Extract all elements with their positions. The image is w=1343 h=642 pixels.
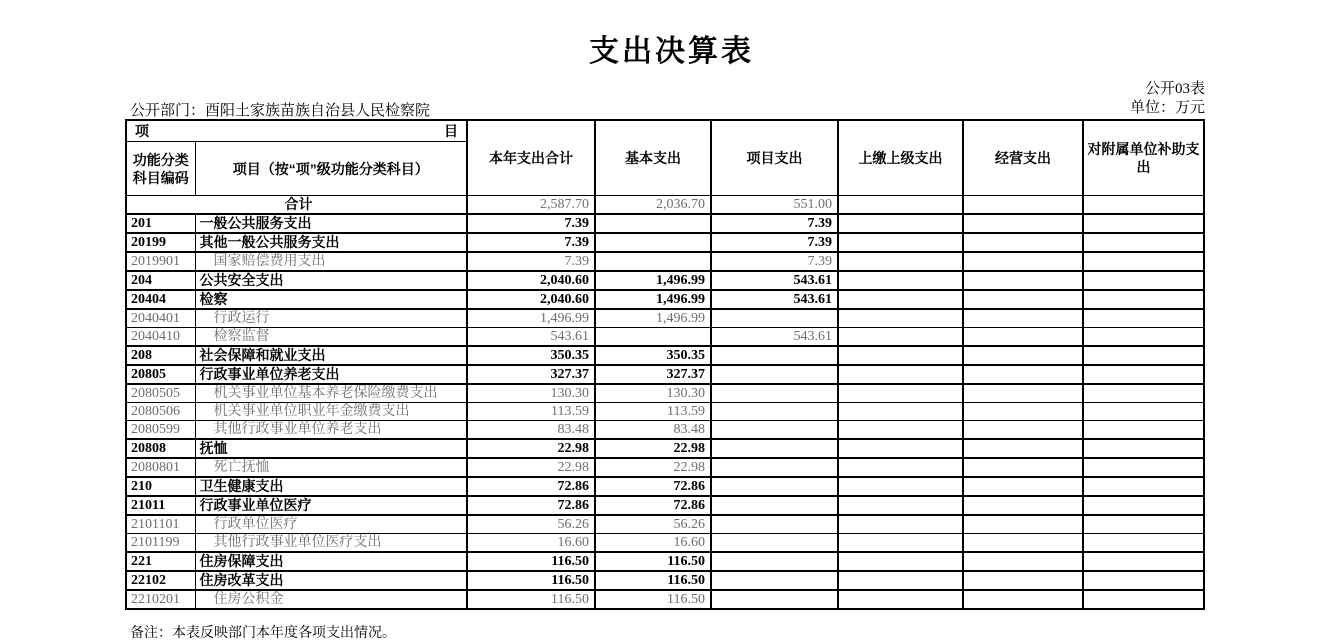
cell-total-expenditure: 7.39 (467, 252, 595, 271)
cell-upward-remittance (838, 552, 963, 571)
cell-subsidy-to-affiliates (1083, 477, 1204, 496)
row-name: 社会保障和就业支出 (195, 346, 467, 365)
cell-subsidy-to-affiliates (1083, 571, 1204, 590)
row-name: 行政单位医疗 (195, 515, 467, 534)
cell-basic-expenditure: 22.98 (595, 458, 711, 477)
row-name: 死亡抚恤 (195, 458, 467, 477)
row-name: 住房保障支出 (195, 552, 467, 571)
cell-project-expenditure (711, 365, 838, 384)
cell-project-expenditure (711, 421, 838, 440)
table-body (126, 196, 1204, 610)
table-row (126, 328, 1204, 347)
cell-upward-remittance (838, 252, 963, 271)
cell-upward-remittance (838, 309, 963, 328)
table-row (126, 477, 1204, 496)
row-code: 20199 (126, 233, 195, 252)
row-name: 其他行政事业单位养老支出 (195, 421, 467, 440)
row-code: 2040401 (126, 309, 195, 328)
cell-project-expenditure (711, 590, 838, 609)
cell-subsidy-to-affiliates (1083, 458, 1204, 477)
table-code-label: 公开03表 (1144, 81, 1205, 97)
cell-operating-expenditure (963, 534, 1083, 553)
cell-subsidy-to-affiliates (1083, 196, 1204, 215)
cell-upward-remittance (838, 496, 963, 515)
cell-subsidy-to-affiliates (1083, 403, 1204, 421)
row-name: 合计 (126, 196, 467, 215)
cell-subsidy-to-affiliates (1083, 328, 1204, 347)
table-row (126, 590, 1204, 609)
row-name: 一般公共服务支出 (195, 214, 467, 233)
cell-basic-expenditure (595, 214, 711, 233)
cell-subsidy-to-affiliates (1083, 421, 1204, 440)
row-code: 2080506 (126, 403, 195, 421)
row-name: 抚恤 (195, 439, 467, 458)
cell-project-expenditure (711, 439, 838, 458)
cell-project-expenditure: 7.39 (711, 233, 838, 252)
row-name: 检察监督 (195, 328, 467, 347)
cell-project-expenditure (711, 346, 838, 365)
cell-upward-remittance (838, 384, 963, 403)
cell-basic-expenditure: 130.30 (595, 384, 711, 403)
cell-basic-expenditure (595, 252, 711, 271)
cell-total-expenditure: 2,040.60 (467, 271, 595, 290)
table-row (126, 403, 1204, 421)
cell-total-expenditure: 2,587.70 (467, 196, 595, 215)
table-row (126, 346, 1204, 365)
cell-operating-expenditure (963, 290, 1083, 309)
department-label: 公开部门：酉阳土家族苗族自治县人民检察院 (130, 103, 431, 119)
cell-operating-expenditure (963, 477, 1083, 496)
row-code: 2101101 (126, 515, 195, 534)
page-title: 支出决算表 (589, 35, 754, 68)
cell-upward-remittance (838, 346, 963, 365)
cell-upward-remittance (838, 534, 963, 553)
cell-subsidy-to-affiliates (1083, 552, 1204, 571)
row-name: 机关事业单位基本养老保险缴费支出 (195, 384, 467, 403)
table-row (126, 534, 1204, 553)
cell-operating-expenditure (963, 439, 1083, 458)
row-name: 机关事业单位职业年金缴费支出 (195, 403, 467, 421)
cell-subsidy-to-affiliates (1083, 515, 1204, 534)
header-operating-expenditure: 经营支出 (963, 120, 1083, 196)
table-row (126, 365, 1204, 384)
cell-total-expenditure: 1,496.99 (467, 309, 595, 328)
cell-total-expenditure: 56.26 (467, 515, 595, 534)
cell-total-expenditure: 72.86 (467, 496, 595, 515)
cell-operating-expenditure (963, 365, 1083, 384)
header-item-group (126, 120, 467, 142)
cell-basic-expenditure: 16.60 (595, 534, 711, 553)
cell-project-expenditure: 551.00 (711, 196, 838, 215)
row-code: 2210201 (126, 590, 195, 609)
cell-upward-remittance (838, 328, 963, 347)
footnote: 备注：本表反映部门本年度各项支出情况。 (130, 626, 396, 641)
header-function-code: 功能分类科目编码 (126, 142, 195, 196)
table-row (126, 196, 1204, 215)
cell-upward-remittance (838, 421, 963, 440)
cell-basic-expenditure (595, 328, 711, 347)
cell-basic-expenditure: 72.86 (595, 496, 711, 515)
cell-upward-remittance (838, 571, 963, 590)
cell-upward-remittance (838, 365, 963, 384)
cell-subsidy-to-affiliates (1083, 534, 1204, 553)
table-row (126, 252, 1204, 271)
row-code: 2080599 (126, 421, 195, 440)
row-code: 20808 (126, 439, 195, 458)
cell-upward-remittance (838, 196, 963, 215)
cell-basic-expenditure: 327.37 (595, 365, 711, 384)
cell-operating-expenditure (963, 252, 1083, 271)
cell-operating-expenditure (963, 346, 1083, 365)
cell-total-expenditure: 22.98 (467, 458, 595, 477)
cell-subsidy-to-affiliates (1083, 365, 1204, 384)
cell-total-expenditure: 16.60 (467, 534, 595, 553)
cell-operating-expenditure (963, 552, 1083, 571)
cell-basic-expenditure: 116.50 (595, 571, 711, 590)
cell-basic-expenditure: 56.26 (595, 515, 711, 534)
cell-operating-expenditure (963, 496, 1083, 515)
cell-subsidy-to-affiliates (1083, 384, 1204, 403)
row-name: 国家赔偿费用支出 (195, 252, 467, 271)
table-row (126, 290, 1204, 309)
cell-upward-remittance (838, 477, 963, 496)
cell-project-expenditure (711, 496, 838, 515)
cell-total-expenditure: 2,040.60 (467, 290, 595, 309)
cell-total-expenditure: 543.61 (467, 328, 595, 347)
cell-upward-remittance (838, 271, 963, 290)
row-code: 2080801 (126, 458, 195, 477)
row-name: 住房公积金 (195, 590, 467, 609)
row-code: 2040410 (126, 328, 195, 347)
cell-subsidy-to-affiliates (1083, 309, 1204, 328)
row-code: 221 (126, 552, 195, 571)
header-project-expenditure: 项目支出 (711, 120, 838, 196)
cell-basic-expenditure: 2,036.70 (595, 196, 711, 215)
row-code: 20805 (126, 365, 195, 384)
cell-total-expenditure: 350.35 (467, 346, 595, 365)
cell-upward-remittance (838, 439, 963, 458)
cell-upward-remittance (838, 290, 963, 309)
row-code: 20404 (126, 290, 195, 309)
cell-project-expenditure: 7.39 (711, 252, 838, 271)
table-row (126, 458, 1204, 477)
cell-project-expenditure: 543.61 (711, 290, 838, 309)
cell-subsidy-to-affiliates (1083, 290, 1204, 309)
cell-basic-expenditure: 116.50 (595, 590, 711, 609)
row-name: 行政事业单位医疗 (195, 496, 467, 515)
cell-operating-expenditure (963, 571, 1083, 590)
cell-operating-expenditure (963, 309, 1083, 328)
cell-basic-expenditure: 116.50 (595, 552, 711, 571)
cell-subsidy-to-affiliates (1083, 271, 1204, 290)
cell-subsidy-to-affiliates (1083, 233, 1204, 252)
cell-upward-remittance (838, 515, 963, 534)
header-item-right: 目 (444, 123, 458, 139)
table-row (126, 421, 1204, 440)
cell-operating-expenditure (963, 271, 1083, 290)
row-code: 2080505 (126, 384, 195, 403)
cell-operating-expenditure (963, 421, 1083, 440)
cell-total-expenditure: 83.48 (467, 421, 595, 440)
cell-operating-expenditure (963, 196, 1083, 215)
cell-operating-expenditure (963, 328, 1083, 347)
cell-project-expenditure (711, 571, 838, 590)
header-upward-remittance: 上缴上级支出 (838, 120, 963, 196)
cell-total-expenditure: 7.39 (467, 233, 595, 252)
row-name: 住房改革支出 (195, 571, 467, 590)
cell-basic-expenditure: 1,496.99 (595, 271, 711, 290)
cell-basic-expenditure: 1,496.99 (595, 290, 711, 309)
cell-upward-remittance (838, 214, 963, 233)
table-row (126, 233, 1204, 252)
cell-project-expenditure (711, 534, 838, 553)
cell-total-expenditure: 113.59 (467, 403, 595, 421)
row-code: 210 (126, 477, 195, 496)
meta-block (1130, 80, 1205, 118)
table-row (126, 571, 1204, 590)
row-name: 公共安全支出 (195, 271, 467, 290)
table-row (126, 496, 1204, 515)
cell-total-expenditure: 130.30 (467, 384, 595, 403)
cell-total-expenditure: 22.98 (467, 439, 595, 458)
row-name: 行政运行 (195, 309, 467, 328)
header-basic-expenditure: 基本支出 (595, 120, 711, 196)
cell-operating-expenditure (963, 515, 1083, 534)
cell-operating-expenditure (963, 590, 1083, 609)
cell-project-expenditure: 543.61 (711, 328, 838, 347)
row-code: 21011 (126, 496, 195, 515)
cell-basic-expenditure: 72.86 (595, 477, 711, 496)
table-row (126, 214, 1204, 233)
cell-upward-remittance (838, 458, 963, 477)
cell-total-expenditure: 116.50 (467, 552, 595, 571)
row-name: 检察 (195, 290, 467, 309)
cell-project-expenditure (711, 403, 838, 421)
cell-project-expenditure (711, 458, 838, 477)
cell-project-expenditure (711, 309, 838, 328)
cell-project-expenditure (711, 477, 838, 496)
expenditure-table (125, 119, 1205, 610)
cell-project-expenditure: 543.61 (711, 271, 838, 290)
cell-total-expenditure: 116.50 (467, 590, 595, 609)
table-row (126, 309, 1204, 328)
row-code: 204 (126, 271, 195, 290)
cell-operating-expenditure (963, 214, 1083, 233)
cell-operating-expenditure (963, 403, 1083, 421)
cell-subsidy-to-affiliates (1083, 496, 1204, 515)
cell-upward-remittance (838, 403, 963, 421)
cell-basic-expenditure: 350.35 (595, 346, 711, 365)
cell-upward-remittance (838, 233, 963, 252)
cell-operating-expenditure (963, 233, 1083, 252)
table-row (126, 552, 1204, 571)
row-name: 行政事业单位养老支出 (195, 365, 467, 384)
header-subsidy-to-affiliates: 对附属单位补助支出 (1083, 120, 1204, 196)
cell-basic-expenditure: 113.59 (595, 403, 711, 421)
cell-basic-expenditure: 1,496.99 (595, 309, 711, 328)
cell-total-expenditure: 7.39 (467, 214, 595, 233)
cell-basic-expenditure (595, 233, 711, 252)
cell-total-expenditure: 327.37 (467, 365, 595, 384)
row-code: 201 (126, 214, 195, 233)
row-code: 2101199 (126, 534, 195, 553)
row-code: 2019901 (126, 252, 195, 271)
cell-subsidy-to-affiliates (1083, 214, 1204, 233)
cell-total-expenditure: 116.50 (467, 571, 595, 590)
cell-project-expenditure (711, 515, 838, 534)
cell-basic-expenditure: 83.48 (595, 421, 711, 440)
cell-project-expenditure: 7.39 (711, 214, 838, 233)
table-row (126, 384, 1204, 403)
table-row (126, 439, 1204, 458)
row-code: 22102 (126, 571, 195, 590)
header-total-expenditure: 本年支出合计 (467, 120, 595, 196)
cell-subsidy-to-affiliates (1083, 590, 1204, 609)
cell-project-expenditure (711, 552, 838, 571)
table-row (126, 515, 1204, 534)
cell-subsidy-to-affiliates (1083, 439, 1204, 458)
header-item-left: 项 (135, 123, 149, 139)
cell-operating-expenditure (963, 384, 1083, 403)
cell-basic-expenditure: 22.98 (595, 439, 711, 458)
cell-operating-expenditure (963, 458, 1083, 477)
table-row (126, 271, 1204, 290)
cell-project-expenditure (711, 384, 838, 403)
row-name: 其他行政事业单位医疗支出 (195, 534, 467, 553)
row-code: 208 (126, 346, 195, 365)
unit-label: 单位：万元 (1129, 100, 1205, 116)
row-name: 其他一般公共服务支出 (195, 233, 467, 252)
cell-subsidy-to-affiliates (1083, 346, 1204, 365)
header-item-name: 项目（按“项”级功能分类科目） (195, 142, 467, 196)
cell-total-expenditure: 72.86 (467, 477, 595, 496)
cell-upward-remittance (838, 590, 963, 609)
row-name: 卫生健康支出 (195, 477, 467, 496)
cell-subsidy-to-affiliates (1083, 252, 1204, 271)
